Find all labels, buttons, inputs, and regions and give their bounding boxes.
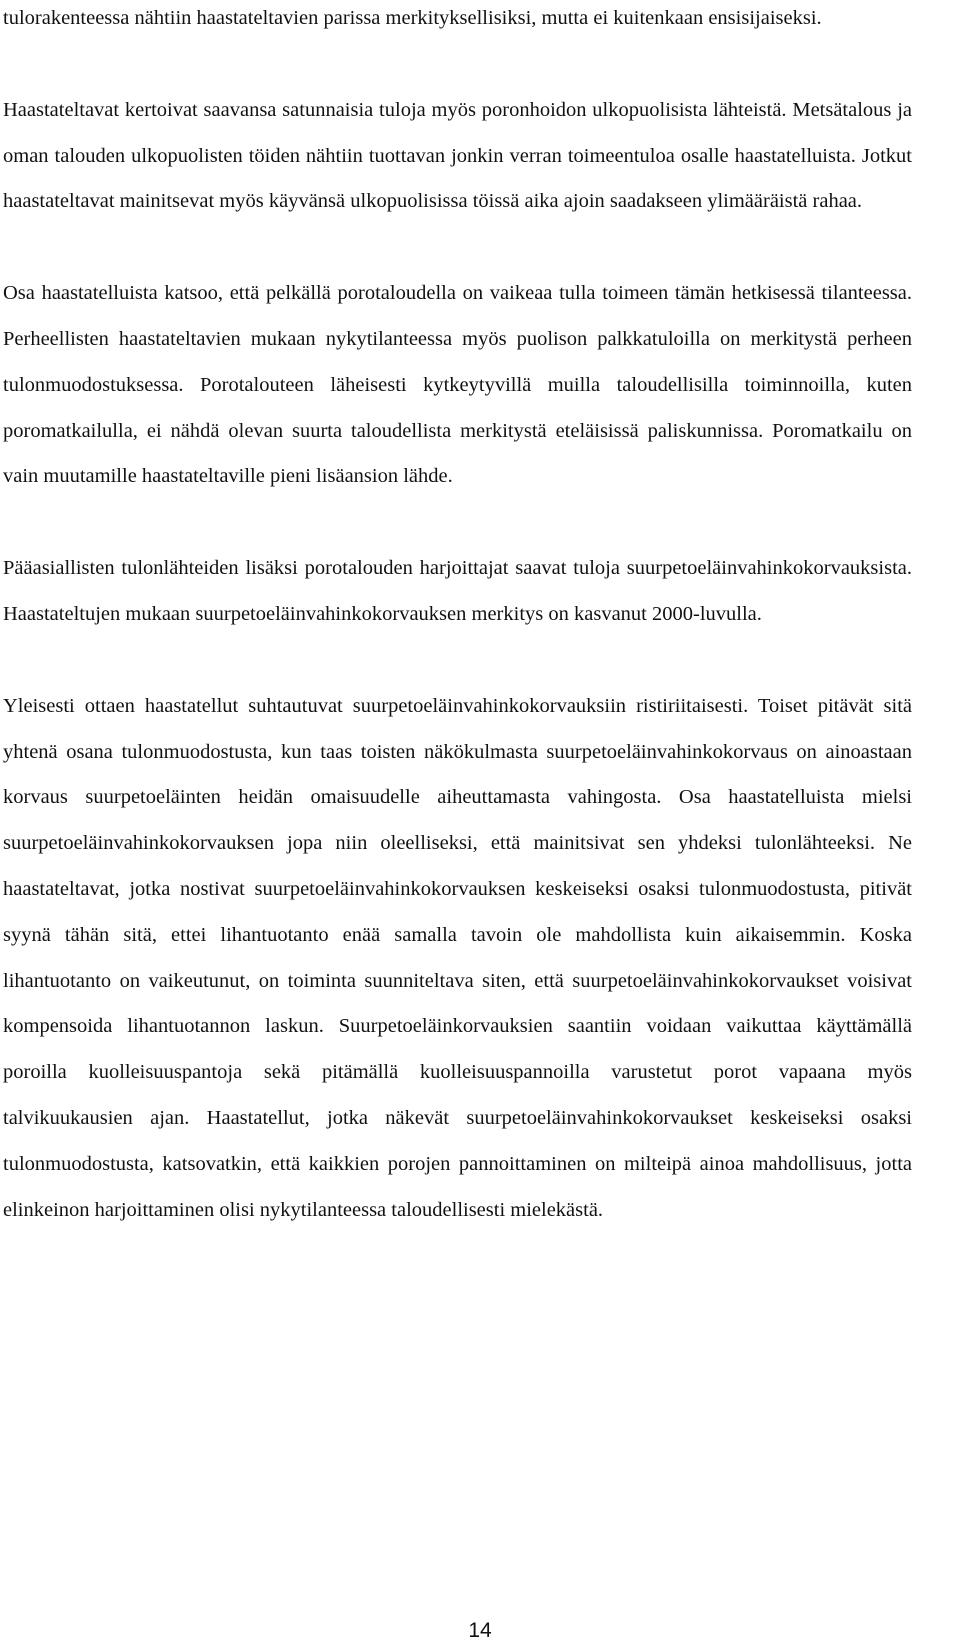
- body-text: [3, 0, 912, 1279]
- paragraph-1: tulorakenteessa nähtiin haastateltavien parissa merkityksellisiksi, mutta ei kuitenkaan ensisijaiseksi.: [3, 7, 822, 29]
- page-number: 14: [468, 1619, 492, 1642]
- paragraph-2: Haastateltavat kertoivat saavansa satunnaisia tuloja myös poronhoidon ulkopuolisista lähteistä. Metsätalous ja oman talouden ulkopuolisten töiden nähtiin tuottavan jonkin verran toimeentuloa osalle haastatelluista. Jotkut haastateltavat mainitsevat myös käyvänsä ulkopuolisissa töissä aika ajoin saadakseen ylimääräistä rahaa.: [3, 98, 912, 213]
- paragraph-5: Yleisesti ottaen haastatellut suhtautuvat suurpetoeläinvahinkokorvauksiin ristiriitaisesti. Toiset pitävät sitä yhtenä osana tulonmuodostusta, kun taas toisten näkökulmasta suurpetoeläinvahinkokorvaus on ainoastaan korvaus suurpetoeläinten heidän omaisuudelle aiheuttamasta vahingosta. Osa haastatelluista mielsi suurpetoeläinvahinkokorvauksen jopa niin oleelliseksi, että mainitsivat sen yhdeksi tulonlähteeksi. Ne haastateltavat, jotka nostivat suurpetoeläinvahinkokorvauksen keskeiseksi osaksi tulonmuodostusta, pitivät syynä tähän sitä, ettei lihantuotanto enää samalla tavoin ole mahdollista kuin aikaisemmin. Koska lihantuotanto on vaikeutunut, on toiminta suunniteltava siten, että suurpetoeläinvahinkokorvaukset voisivat kompensoida lihantuotannon laskun. Suurpetoeläinkorvauksien saantiin voidaan vaikuttaa käyttämällä poroilla kuolleisuuspantoja sekä pitämällä kuolleisuuspannoilla varustetut porot vapaana myös talvikuukausien ajan. Haastatellut, jotka näkevät suurpetoeläinvahinkokorvaukset keskeiseksi osaksi tulonmuodostusta, katsovatkin, että kaikkien porojen pannoittaminen on milteipä ainoa mahdollisuus, jotta elinkeinon harjoittaminen olisi nykytilanteessa taloudellisesti mielekästä.: [3, 694, 912, 1221]
- paragraph-4: Pääasiallisten tulonlähteiden lisäksi porotalouden harjoittajat saavat tuloja suurpetoeläinvahinkokorvauksista. Haastateltujen mukaan suurpetoeläinvahinkokorvauksen merkitys on kasvanut 2000-luvulla.: [3, 557, 912, 625]
- paragraph-3: Osa haastatelluista katsoo, että pelkällä porotaloudella on vaikeaa tulla toimeen tämän hetkisessä tilanteessa. Perheellisten haastateltavien mukaan nykytilanteessa myös puolison palkkatuloilla on merkitystä perheen tulonmuodostuksessa. Porotalouteen läheisesti kytkeytyvillä muilla taloudellisilla toiminnoilla, kuten poromatkailulla, ei nähdä olevan suurta taloudellista merkitystä eteläisissä paliskunnissa. Poromatkailu on vain muutamille haastateltaville pieni lisäansion lähde.: [3, 282, 912, 488]
